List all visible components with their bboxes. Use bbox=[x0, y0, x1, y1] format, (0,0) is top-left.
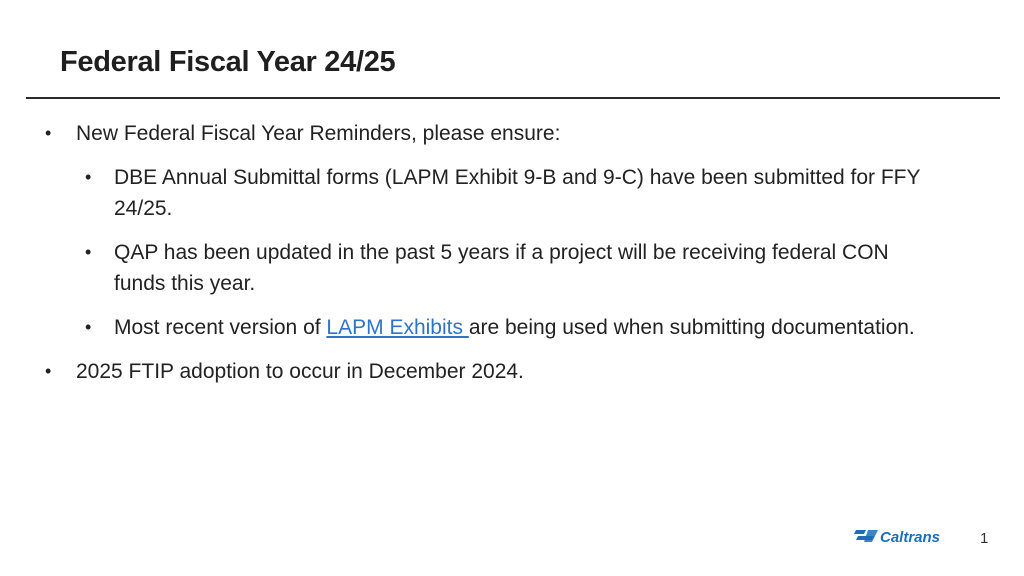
bullet-list bbox=[45, 118, 945, 387]
bullet-text: 2025 FTIP adoption to occur in December 2024. bbox=[76, 360, 524, 383]
sub-bullet-dbe bbox=[85, 162, 934, 224]
lapm-exhibits-link[interactable]: LAPM Exhibits bbox=[326, 316, 469, 339]
bullet-text-pre: Most recent version of bbox=[114, 316, 327, 339]
bullet-icon: • bbox=[85, 167, 92, 187]
sub-bullet-qap bbox=[85, 237, 934, 299]
california-mark-icon bbox=[854, 530, 878, 542]
title-divider bbox=[26, 97, 1000, 99]
logo-wordmark: Caltrans bbox=[880, 529, 941, 546]
page-number: 1 bbox=[980, 530, 989, 547]
caltrans-logo bbox=[852, 525, 956, 549]
bullet-text: QAP has been updated in the past 5 years if a project will be receiving federal CON funds this year. bbox=[114, 241, 889, 295]
slide-title: Federal Fiscal Year 24/25 bbox=[60, 46, 396, 78]
bullet-icon: • bbox=[45, 123, 52, 143]
bullet-icon: • bbox=[85, 242, 92, 262]
bullet-text-post: are being used when submitting documentation. bbox=[468, 316, 915, 339]
sub-bullet-lapm bbox=[85, 312, 934, 343]
bullet-reminders bbox=[45, 118, 945, 149]
bullet-icon: • bbox=[85, 317, 92, 337]
bullet-text: DBE Annual Submittal forms (LAPM Exhibit 9-B and 9-C) have been submitted for FFY 24/25. bbox=[114, 166, 921, 220]
bullet-ftip bbox=[45, 356, 945, 387]
bullet-text: New Federal Fiscal Year Reminders, please ensure: bbox=[76, 122, 561, 145]
bullet-icon: • bbox=[45, 361, 52, 381]
